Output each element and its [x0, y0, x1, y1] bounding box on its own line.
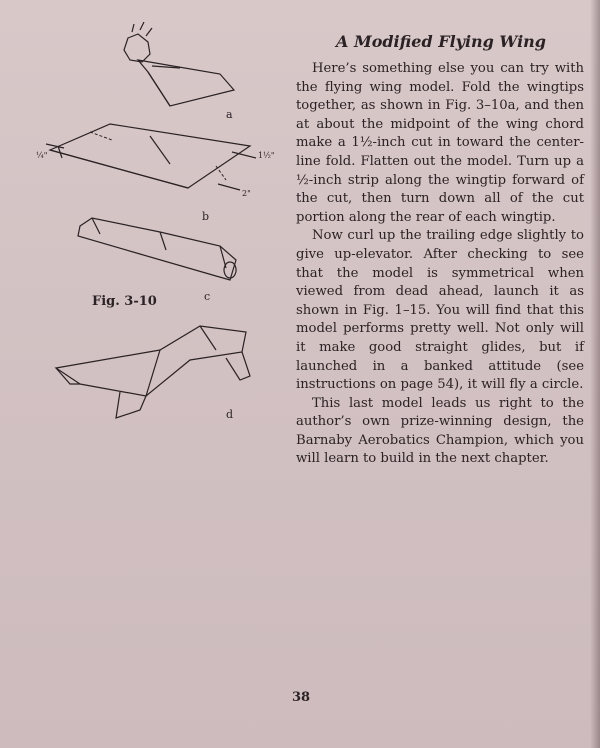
label-b: b	[202, 210, 210, 223]
page-number: 38	[292, 690, 311, 705]
page-edge-shadow	[590, 0, 600, 748]
label-d: d	[226, 408, 234, 421]
label-c: c	[204, 290, 211, 303]
dim-one-half-inch: 1½"	[258, 151, 275, 160]
label-a: a	[226, 108, 233, 121]
folding-diagram	[20, 20, 290, 440]
diagram-b-wing-plan	[46, 124, 256, 190]
paragraph-1: Here’s something else you can try with the flying wing model. Fold the wingtips together, as shown in Fig. 3–10a, and then at about the midpoint of the wing chord make a 1½-inch cut in toward the center-line fold. Flatten out the model. Turn up a ½-inch strip along the wingtip forward of the cut, then turn down all of the cut portion along the rear of each wingtip.	[296, 61, 584, 225]
figure-caption: Fig. 3-10	[92, 294, 157, 309]
body-text	[296, 60, 584, 469]
diagram-c-curled-wing	[78, 218, 236, 280]
figure-3-10	[20, 20, 290, 440]
dim-quarter-inch: ¼"	[36, 151, 48, 160]
diagram-d-finished-model	[56, 326, 250, 418]
diagram-a-folded-wing	[124, 22, 234, 106]
section-title: A Modified Flying Wing	[336, 32, 546, 51]
dim-two-inch: 2"	[242, 189, 251, 198]
paragraph-3: This last model leads us right to the author’s own prize-winning design, the Barnaby Aerobatics Champion, which you will learn to build in the next chapter.	[296, 395, 584, 467]
paragraph-2: Now curl up the trailing edge slightly to give up-elevator. After checking to see that the model is symmetrical when viewed from dead ahead, launch it as shown in Fig. 1–15. You will find that this model performs pretty well. Not only will it make good straight glides, but if launched in a banked attitude (see instructions on page 54), it will fly a circle.	[296, 228, 584, 393]
